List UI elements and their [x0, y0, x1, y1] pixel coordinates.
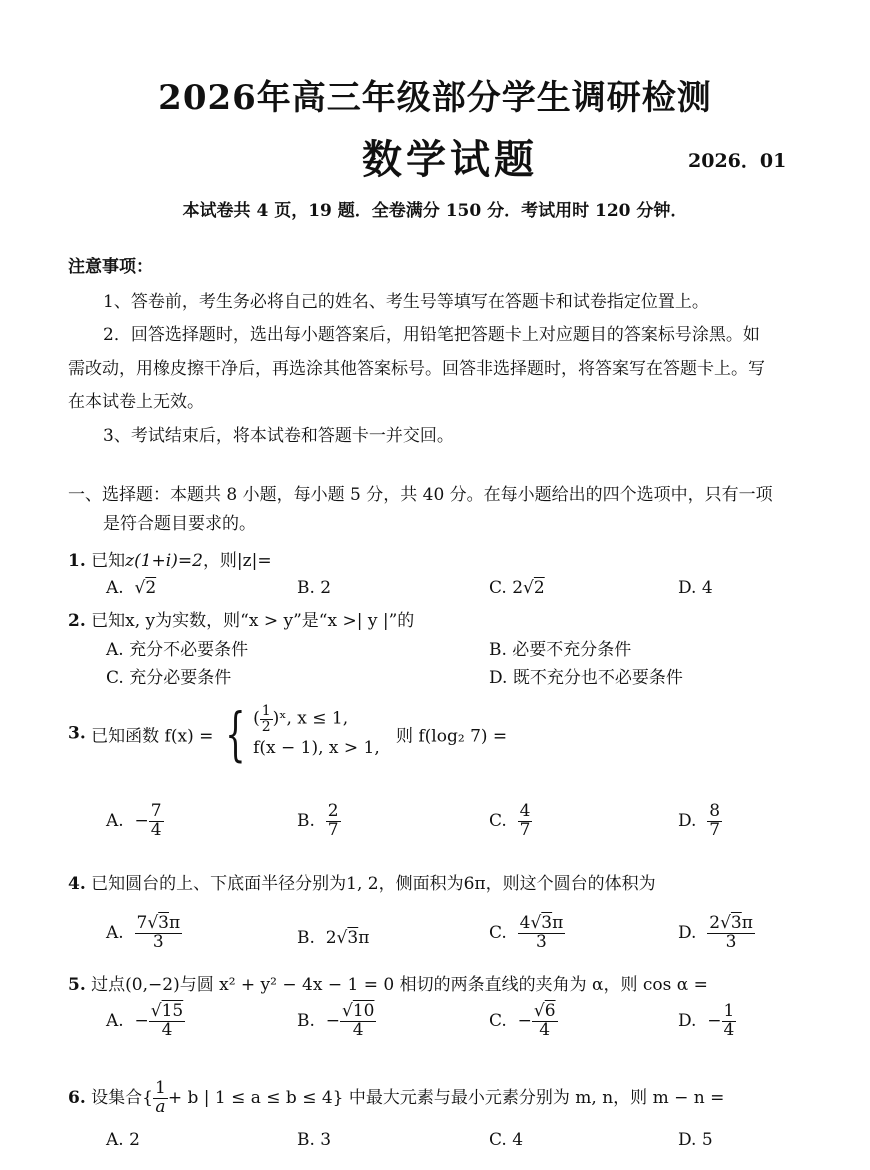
question-number: 6. — [68, 1087, 86, 1108]
denominator: 3 — [152, 931, 164, 952]
option-label: D. — [678, 1010, 697, 1031]
question-4-option-b: B. 2√3π — [297, 928, 370, 948]
piecewise-cases — [253, 704, 380, 764]
option-label: A. — [106, 578, 124, 598]
option-label: B. — [297, 810, 315, 831]
section-heading-line-2: 是符合题目要求的。 — [103, 514, 256, 534]
notice-item-3: 3、考试结束后，将本试卷和答题卡一并交回。 — [103, 426, 454, 446]
pi: π — [741, 913, 753, 933]
option-label: C. — [489, 922, 507, 943]
option-label: C. — [489, 810, 507, 831]
stem-text: ，则|z|= — [202, 551, 272, 571]
radicand: 3 — [541, 913, 553, 933]
numerator: 7 — [150, 801, 162, 821]
question-1-option-d: D. 4 — [678, 578, 713, 598]
denominator: 7 — [519, 819, 531, 840]
stem-text: 过点(0,−2)与圆 x² + y² − 4x − 1 = 0 相切的两条直线的夹角为 α，则 cos α = — [91, 975, 708, 995]
case-1-denominator: 2 — [261, 718, 271, 735]
stem-text: 设集合{ — [91, 1087, 153, 1108]
question-5-option-b: B. − $\frac{√10}{4}$ — [297, 1001, 375, 1040]
pi: π — [169, 913, 181, 933]
option-label: A. — [106, 810, 124, 831]
sign: − — [517, 1010, 532, 1031]
numerator: 2 — [327, 801, 339, 821]
denominator: 4 — [539, 1019, 551, 1040]
question-3-option-d — [678, 803, 722, 840]
question-6-option-a: A. 2 — [106, 1130, 140, 1150]
pi: π — [358, 928, 370, 948]
sign: − — [707, 1010, 722, 1031]
case-1-numerator: 1 — [261, 703, 271, 719]
sign: − — [325, 1010, 340, 1031]
option-label: A. — [106, 922, 124, 943]
sign: − — [134, 810, 149, 831]
stem-text: 已知圆台的上、下底面半径分别为1, 2，侧面积为6π，则这个圆台的体积为 — [91, 874, 656, 894]
option-label: C. 2 — [489, 578, 524, 598]
denominator: a — [155, 1096, 166, 1117]
question-2-option-b: B. 必要不充分条件 — [489, 640, 632, 660]
question-3-option-c — [489, 803, 532, 840]
question-2-stem — [68, 606, 414, 631]
radicand: 2 — [533, 578, 545, 598]
denominator: 4 — [150, 819, 162, 840]
coefficient: 4 — [519, 913, 531, 933]
question-6-stem — [68, 1080, 724, 1117]
option-label: B. — [297, 1010, 315, 1031]
numerator: 8 — [709, 801, 721, 821]
denominator: 3 — [536, 931, 547, 952]
stem-text: 已知 — [91, 551, 126, 571]
question-1-option-b: B. 2 — [297, 578, 332, 598]
question-1-stem — [68, 546, 272, 571]
question-5-option-a: A. − $\frac{√15}{4}$ — [106, 1001, 184, 1040]
stem-text: 已知x, y为实数，则“x > y”是“x >| y |”的 — [91, 611, 415, 631]
question-1-option-a: A. √2 — [106, 578, 157, 598]
question-2-option-d: D. 既不充分也不必要条件 — [489, 668, 683, 688]
case-1-open: ( — [253, 708, 260, 729]
case-1-rest: )ˣ, x ≤ 1, — [272, 708, 349, 729]
question-6-option-b: B. 3 — [297, 1130, 332, 1150]
denominator: 7 — [709, 819, 721, 840]
question-3-option-a — [106, 803, 164, 840]
question-number: 1. — [68, 551, 86, 571]
denominator: 3 — [725, 931, 737, 952]
stem-text: 已知函数 f(x) = — [91, 726, 214, 747]
denominator: 4 — [161, 1019, 173, 1040]
question-4-option-a: A. $\frac{7√3\pi}{3}$ — [106, 913, 181, 952]
question-number: 3. — [68, 723, 86, 744]
question-6-option-d: D. 5 — [678, 1130, 713, 1150]
question-number: 4. — [68, 874, 86, 894]
option-label: D. — [678, 810, 697, 831]
notice-item-2-line-2: 需改动，用橡皮擦干净后，再选涂其他答案标号。回答非选择题时，将答案写在答题卡上。写 — [68, 359, 765, 379]
stem-expression: z(1+i)=2 — [125, 551, 203, 571]
stem-text: + b | 1 ≤ a ≤ b ≤ 4} 中最大元素与最小元素分别为 m, n，则 m − n = — [167, 1087, 725, 1108]
option-label: A. — [106, 1010, 124, 1031]
question-4-option-c: C. $\frac{4√3\pi}{3}$ — [489, 913, 564, 952]
notice-item-2-line-3: 在本试卷上无效。 — [68, 392, 204, 412]
coefficient: 2 — [709, 913, 721, 933]
question-number: 5. — [68, 975, 86, 995]
numerator: 4 — [519, 801, 531, 821]
denominator: 7 — [327, 819, 339, 840]
case-2: f(x − 1), x > 1, — [253, 738, 380, 759]
question-2-option-a: A. 充分不必要条件 — [106, 640, 249, 660]
notice-item-2-line-1: 2．回答选择题时，选出每小题答案后，用铅笔把答题卡上对应题目的答案标号涂黑。如 — [103, 325, 760, 345]
question-number: 2. — [68, 611, 86, 631]
notice-item-1: 1、答卷前，考生务必将自己的姓名、考生号等填写在答题卡和试卷指定位置上。 — [103, 292, 709, 312]
question-3-option-b — [297, 803, 341, 840]
stem-text: 则 f(log₂ 7) = — [395, 726, 508, 747]
radicand: 3 — [347, 928, 359, 948]
subject-title: 数学试题 — [362, 136, 538, 183]
question-6-option-c: C. 4 — [489, 1130, 524, 1150]
denominator: 4 — [723, 1019, 735, 1040]
numerator: 1 — [723, 1001, 735, 1021]
question-1-option-c: C. 2√2 — [489, 578, 545, 598]
pi: π — [552, 913, 564, 933]
coefficient: 7 — [136, 913, 148, 933]
question-5-stem — [68, 970, 708, 995]
piecewise-brace: { — [225, 700, 246, 769]
question-2-option-c: C. 充分必要条件 — [106, 668, 232, 688]
question-4-option-d: D. $\frac{2√3\pi}{3}$ — [678, 913, 753, 952]
question-4-stem — [68, 869, 656, 894]
option-label: D. — [678, 922, 697, 943]
radicand: 3 — [158, 913, 169, 933]
radicand: 15 — [161, 1001, 184, 1021]
question-3-stem — [68, 700, 508, 769]
numerator: 1 — [154, 1078, 166, 1098]
coefficient: 2 — [325, 928, 337, 948]
exam-date: 2026．01 — [688, 150, 787, 172]
option-label: C. — [489, 1010, 507, 1031]
radicand: 3 — [730, 913, 742, 933]
radicand: 10 — [352, 1001, 375, 1021]
sign: − — [134, 1010, 149, 1031]
question-5-option-c: C. − $\frac{√6}{4}$ — [489, 1001, 556, 1040]
denominator: 4 — [352, 1019, 364, 1040]
section-heading-line-1: 一、选择题：本题共 8 小题，每小题 5 分，共 40 分。在每小题给出的四个选项中，只有一项 — [68, 485, 773, 505]
exam-title: 2026年高三年级部分学生调研检测 — [158, 78, 712, 118]
option-label: B. — [297, 928, 315, 948]
notice-heading: 注意事项： — [68, 257, 153, 277]
question-5-option-d — [678, 1003, 736, 1040]
exam-info: 本试卷共 4 页，19 题．全卷满分 150 分．考试用时 120 分钟． — [182, 201, 688, 221]
radicand: 2 — [145, 578, 157, 598]
radicand: 6 — [544, 1001, 556, 1021]
